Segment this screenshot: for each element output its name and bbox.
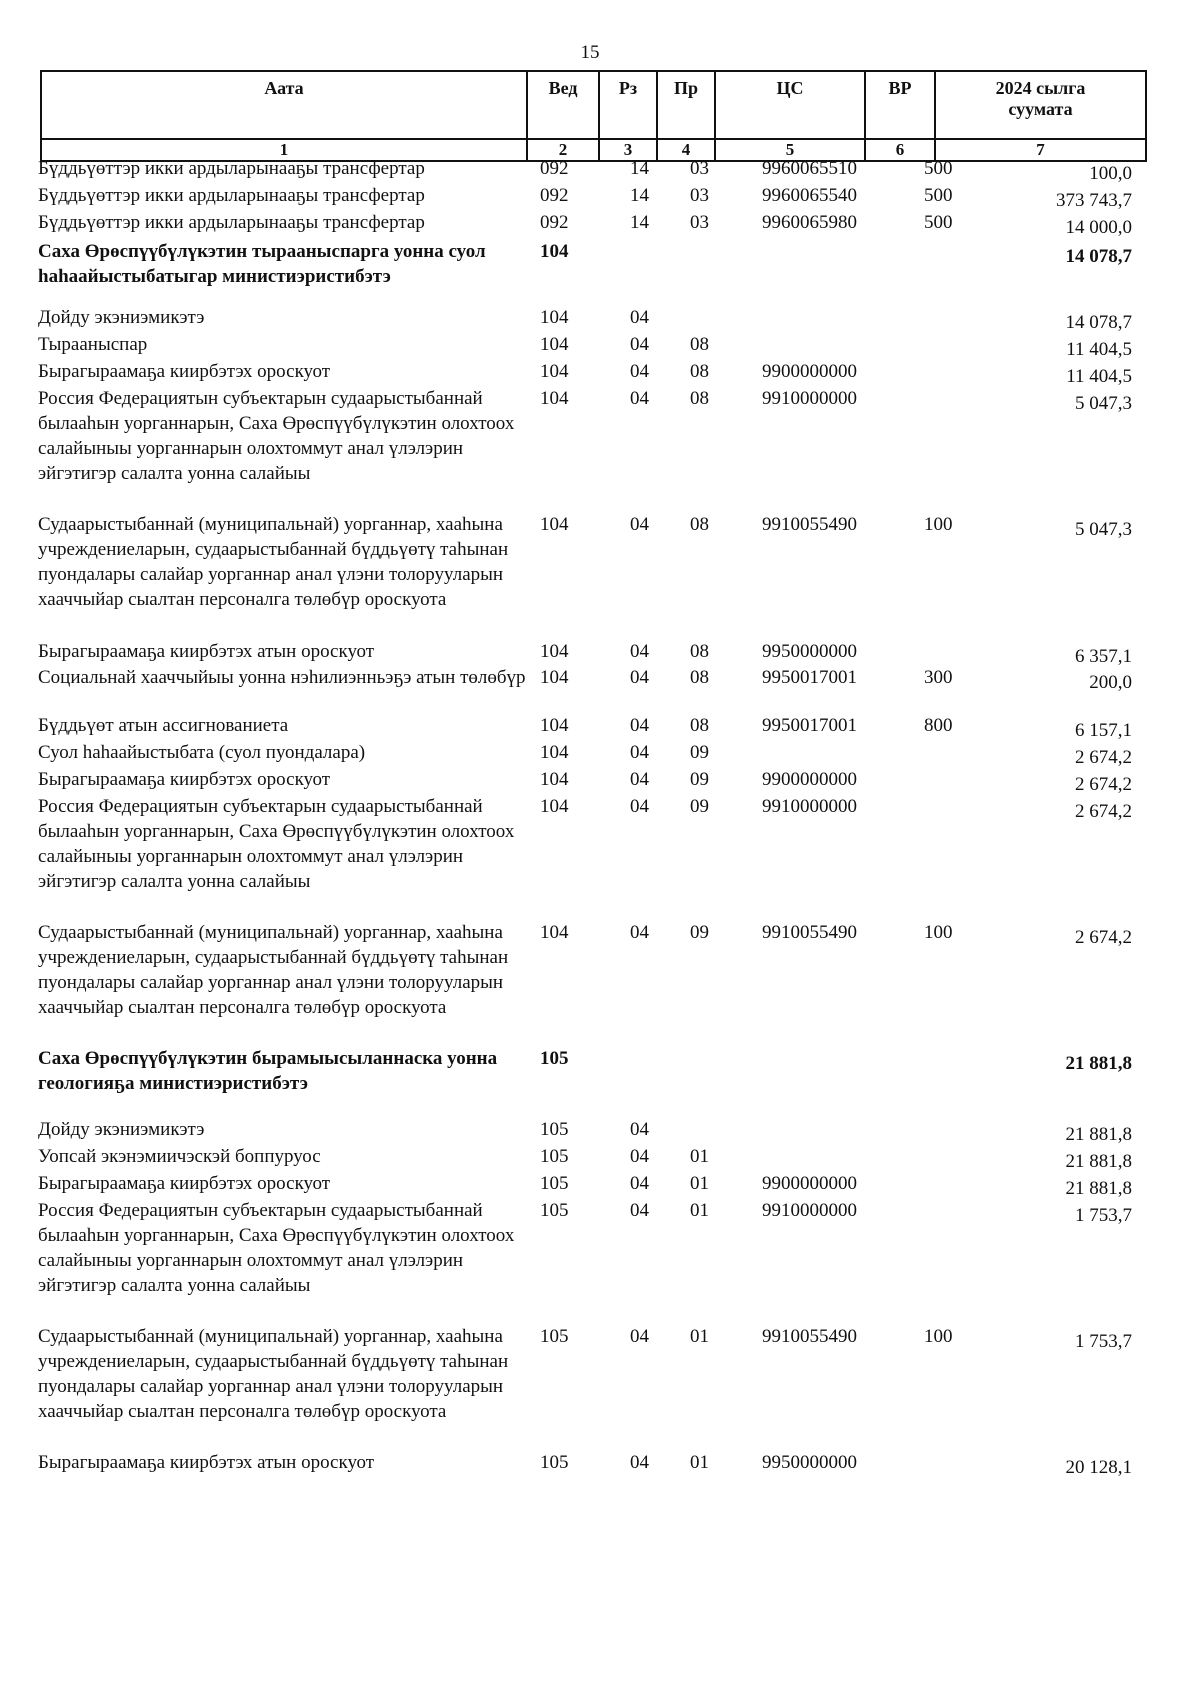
row-ved: 104 — [540, 307, 569, 328]
row-cs: 9900000000 — [762, 769, 857, 790]
row-cs: 9950000000 — [762, 1452, 857, 1473]
row-ved: 104 — [540, 241, 569, 262]
row-rz: 04 — [630, 796, 649, 817]
row-sum: 21 881,8 — [1065, 1151, 1132, 1172]
row-pr: 03 — [690, 212, 709, 233]
row-vr: 100 — [924, 514, 953, 535]
row-ved: 104 — [540, 715, 569, 736]
row-name: Бырагыраамаҕа киирбэтэх ороскуот — [38, 1173, 331, 1194]
row-ved: 104 — [540, 388, 569, 409]
row-name: Судаарыстыбаннай (муниципальнай) уорганнар, хааһына учреждениеларын, судаарыстыбаннай бүддьүөтү таһынан пуондалары салайар уорганнар анал үлэни толорууларын хааччыйар сыалтан персоналга төлөбүр ороскуота — [38, 1326, 509, 1422]
row-name: Дойду экэниэмикэтэ — [38, 1119, 205, 1140]
row-rz: 04 — [630, 641, 649, 662]
row-vr: 100 — [924, 922, 953, 943]
row-pr: 08 — [690, 641, 709, 662]
row-vr: 800 — [924, 715, 953, 736]
row-vr: 500 — [924, 185, 953, 206]
header-sum-line1: 2024 сылга — [995, 78, 1086, 98]
row-ved: 104 — [540, 742, 569, 763]
row-pr: 08 — [690, 715, 709, 736]
row-sum: 1 753,7 — [1075, 1331, 1132, 1352]
row-cs: 9910000000 — [762, 1200, 857, 1221]
row-name: Россия Федерациятын субъектарын судаарыстыбаннай былааһын уорганнарын, Саха Өрөспүүбүлүкэтин олохтоох салайыныы уорганнарын олохтоммут анал үлэлэрин эйгэтигэр салалта уонна салайыы — [38, 388, 515, 484]
row-name: Уопсай экэнэмиичэскэй боппуруос — [38, 1146, 321, 1167]
row-sum: 11 404,5 — [1066, 366, 1132, 387]
row-ved: 105 — [540, 1200, 569, 1221]
row-sum: 21 881,8 — [1065, 1053, 1132, 1074]
row-name: Бүддьүөт атын ассигнованиета — [38, 715, 289, 736]
row-rz: 04 — [630, 388, 649, 409]
row-rz: 04 — [630, 334, 649, 355]
row-pr: 03 — [690, 158, 709, 179]
row-sum: 14 000,0 — [1065, 217, 1132, 238]
row-cs: 9960065510 — [762, 158, 857, 179]
row-ved: 104 — [540, 514, 569, 535]
header-name: Аата — [41, 71, 527, 139]
row-sum: 11 404,5 — [1066, 339, 1132, 360]
header-num-3: 3 — [599, 139, 657, 161]
row-ved: 104 — [540, 641, 569, 662]
row-name: Судаарыстыбаннай (муниципальнай) уорганнар, хааһына учреждениеларын, судаарыстыбаннай бүддьүөтү таһынан пуондалары салайар уорганнар анал үлэни толорууларын хааччыйар сыалтан персоналга төлөбүр ороскуота — [38, 922, 509, 1018]
row-sum: 5 047,3 — [1075, 393, 1132, 414]
row-rz: 04 — [630, 1200, 649, 1221]
header-ved: Вед — [527, 71, 599, 139]
row-pr: 09 — [690, 922, 709, 943]
row-rz: 04 — [630, 1146, 649, 1167]
row-rz: 04 — [630, 514, 649, 535]
row-ved: 092 — [540, 185, 569, 206]
row-name: Бырагыраамаҕа киирбэтэх ороскуот — [38, 361, 331, 382]
row-cs: 9950000000 — [762, 641, 857, 662]
row-sum: 5 047,3 — [1075, 519, 1132, 540]
row-ved: 092 — [540, 212, 569, 233]
row-pr: 03 — [690, 185, 709, 206]
row-vr: 300 — [924, 667, 953, 688]
page-number: 15 — [580, 42, 600, 63]
row-pr: 09 — [690, 742, 709, 763]
row-vr: 500 — [924, 212, 953, 233]
header-num-2: 2 — [527, 139, 599, 161]
row-ved: 105 — [540, 1452, 569, 1473]
header-sum-line2: суумата — [1008, 99, 1073, 119]
row-ved: 104 — [540, 922, 569, 943]
header-cs: ЦС — [715, 71, 865, 139]
row-name: Саха Өрөспүүбүлүкэтин тырааныспарга уонна суол һаһаайыстыбатыгар министиэристибэтэ — [38, 241, 486, 287]
row-sum: 1 753,7 — [1075, 1205, 1132, 1226]
row-name: Саха Өрөспүүбүлүкэтин бырамыысыланнаска уонна геологияҕа министиэристибэтэ — [38, 1048, 498, 1094]
row-cs: 9900000000 — [762, 361, 857, 382]
row-name: Социальнай хааччыйыы уонна нэһилиэнньэҕэ атын төлөбүр — [38, 667, 526, 688]
row-name: Бырагыраамаҕа киирбэтэх атын ороскуот — [38, 641, 375, 662]
header-num-7: 7 — [935, 139, 1146, 161]
row-name: Бырагыраамаҕа киирбэтэх ороскуот — [38, 769, 331, 790]
row-pr: 01 — [690, 1200, 709, 1221]
row-name: Бүддьүөттэр икки ардыларынааҕы трансфертар — [38, 212, 425, 233]
row-sum: 6 357,1 — [1075, 646, 1132, 667]
row-cs: 9950017001 — [762, 667, 857, 688]
row-rz: 04 — [630, 742, 649, 763]
row-vr: 100 — [924, 1326, 953, 1347]
row-sum: 100,0 — [1089, 163, 1132, 184]
row-pr: 01 — [690, 1173, 709, 1194]
row-sum: 373 743,7 — [1056, 190, 1132, 211]
row-rz: 04 — [630, 922, 649, 943]
row-pr: 08 — [690, 514, 709, 535]
row-rz: 04 — [630, 307, 649, 328]
row-ved: 105 — [540, 1119, 569, 1140]
row-cs: 9960065540 — [762, 185, 857, 206]
header-num-1: 1 — [41, 139, 527, 161]
row-sum: 21 881,8 — [1065, 1178, 1132, 1199]
row-name: Россия Федерациятын субъектарын судаарыстыбаннай былааһын уорганнарын, Саха Өрөспүүбүлүкэтин олохтоох салайыныы уорганнарын олохтоммут анал үлэлэрин эйгэтигэр салалта уонна салайыы — [38, 1200, 515, 1296]
row-name: Судаарыстыбаннай (муниципальнай) уорганнар, хааһына учреждениеларын, судаарыстыбаннай бүддьүөтү таһынан пуондалары салайар уорганнар анал үлэни толорууларын хааччыйар сыалтан персоналга төлөбүр ороскуота — [38, 514, 509, 610]
row-ved: 105 — [540, 1146, 569, 1167]
row-ved: 104 — [540, 361, 569, 382]
row-cs: 9910000000 — [762, 796, 857, 817]
row-rz: 04 — [630, 1326, 649, 1347]
row-cs: 9910055490 — [762, 1326, 857, 1347]
row-pr: 08 — [690, 667, 709, 688]
row-rz: 04 — [630, 715, 649, 736]
row-pr: 08 — [690, 334, 709, 355]
row-ved: 104 — [540, 334, 569, 355]
row-name: Суол һаһаайыстыбата (суол пуондалара) — [38, 742, 366, 763]
row-name: Дойду экэниэмикэтэ — [38, 307, 205, 328]
row-ved: 105 — [540, 1048, 569, 1069]
row-sum: 14 078,7 — [1065, 312, 1132, 333]
row-rz: 04 — [630, 361, 649, 382]
row-name: Россия Федерациятын субъектарын судаарыстыбаннай былааһын уорганнарын, Саха Өрөспүүбүлүкэтин олохтоох салайыныы уорганнарын олохтоммут анал үлэлэрин эйгэтигэр салалта уонна салайыы — [38, 796, 515, 892]
row-rz: 04 — [630, 1119, 649, 1140]
header-pr: Пр — [657, 71, 715, 139]
row-cs: 9960065980 — [762, 212, 857, 233]
row-pr: 09 — [690, 769, 709, 790]
row-pr: 01 — [690, 1452, 709, 1473]
row-vr: 500 — [924, 158, 953, 179]
row-ved: 092 — [540, 158, 569, 179]
row-pr: 01 — [690, 1146, 709, 1167]
row-ved: 105 — [540, 1173, 569, 1194]
row-ved: 104 — [540, 796, 569, 817]
row-pr: 09 — [690, 796, 709, 817]
row-sum: 2 674,2 — [1075, 801, 1132, 822]
row-sum: 2 674,2 — [1075, 747, 1132, 768]
row-rz: 14 — [630, 212, 649, 233]
header-num-6: 6 — [865, 139, 935, 161]
row-sum: 2 674,2 — [1075, 774, 1132, 795]
row-name: Тырааныспар — [38, 334, 148, 355]
row-cs: 9910055490 — [762, 514, 857, 535]
row-sum: 21 881,8 — [1065, 1124, 1132, 1145]
header-num-5: 5 — [715, 139, 865, 161]
row-pr: 08 — [690, 361, 709, 382]
row-rz: 14 — [630, 158, 649, 179]
row-sum: 2 674,2 — [1075, 927, 1132, 948]
row-ved: 105 — [540, 1326, 569, 1347]
header-num-4: 4 — [657, 139, 715, 161]
header-rz: Рз — [599, 71, 657, 139]
row-cs: 9910000000 — [762, 388, 857, 409]
row-rz: 04 — [630, 769, 649, 790]
header-vr: ВР — [865, 71, 935, 139]
row-rz: 04 — [630, 1452, 649, 1473]
row-rz: 14 — [630, 185, 649, 206]
row-sum: 14 078,7 — [1065, 246, 1132, 267]
row-sum: 200,0 — [1089, 672, 1132, 693]
row-name: Бүддьүөттэр икки ардыларынааҕы трансфертар — [38, 158, 425, 179]
row-cs: 9900000000 — [762, 1173, 857, 1194]
row-ved: 104 — [540, 667, 569, 688]
row-cs: 9910055490 — [762, 922, 857, 943]
row-name: Бырагыраамаҕа киирбэтэх атын ороскуот — [38, 1452, 375, 1473]
row-sum: 6 157,1 — [1075, 720, 1132, 741]
row-rz: 04 — [630, 1173, 649, 1194]
row-name: Бүддьүөттэр икки ардыларынааҕы трансфертар — [38, 185, 425, 206]
row-rz: 04 — [630, 667, 649, 688]
row-ved: 104 — [540, 769, 569, 790]
row-cs: 9950017001 — [762, 715, 857, 736]
row-pr: 01 — [690, 1326, 709, 1347]
row-sum: 20 128,1 — [1065, 1457, 1132, 1478]
row-pr: 08 — [690, 388, 709, 409]
